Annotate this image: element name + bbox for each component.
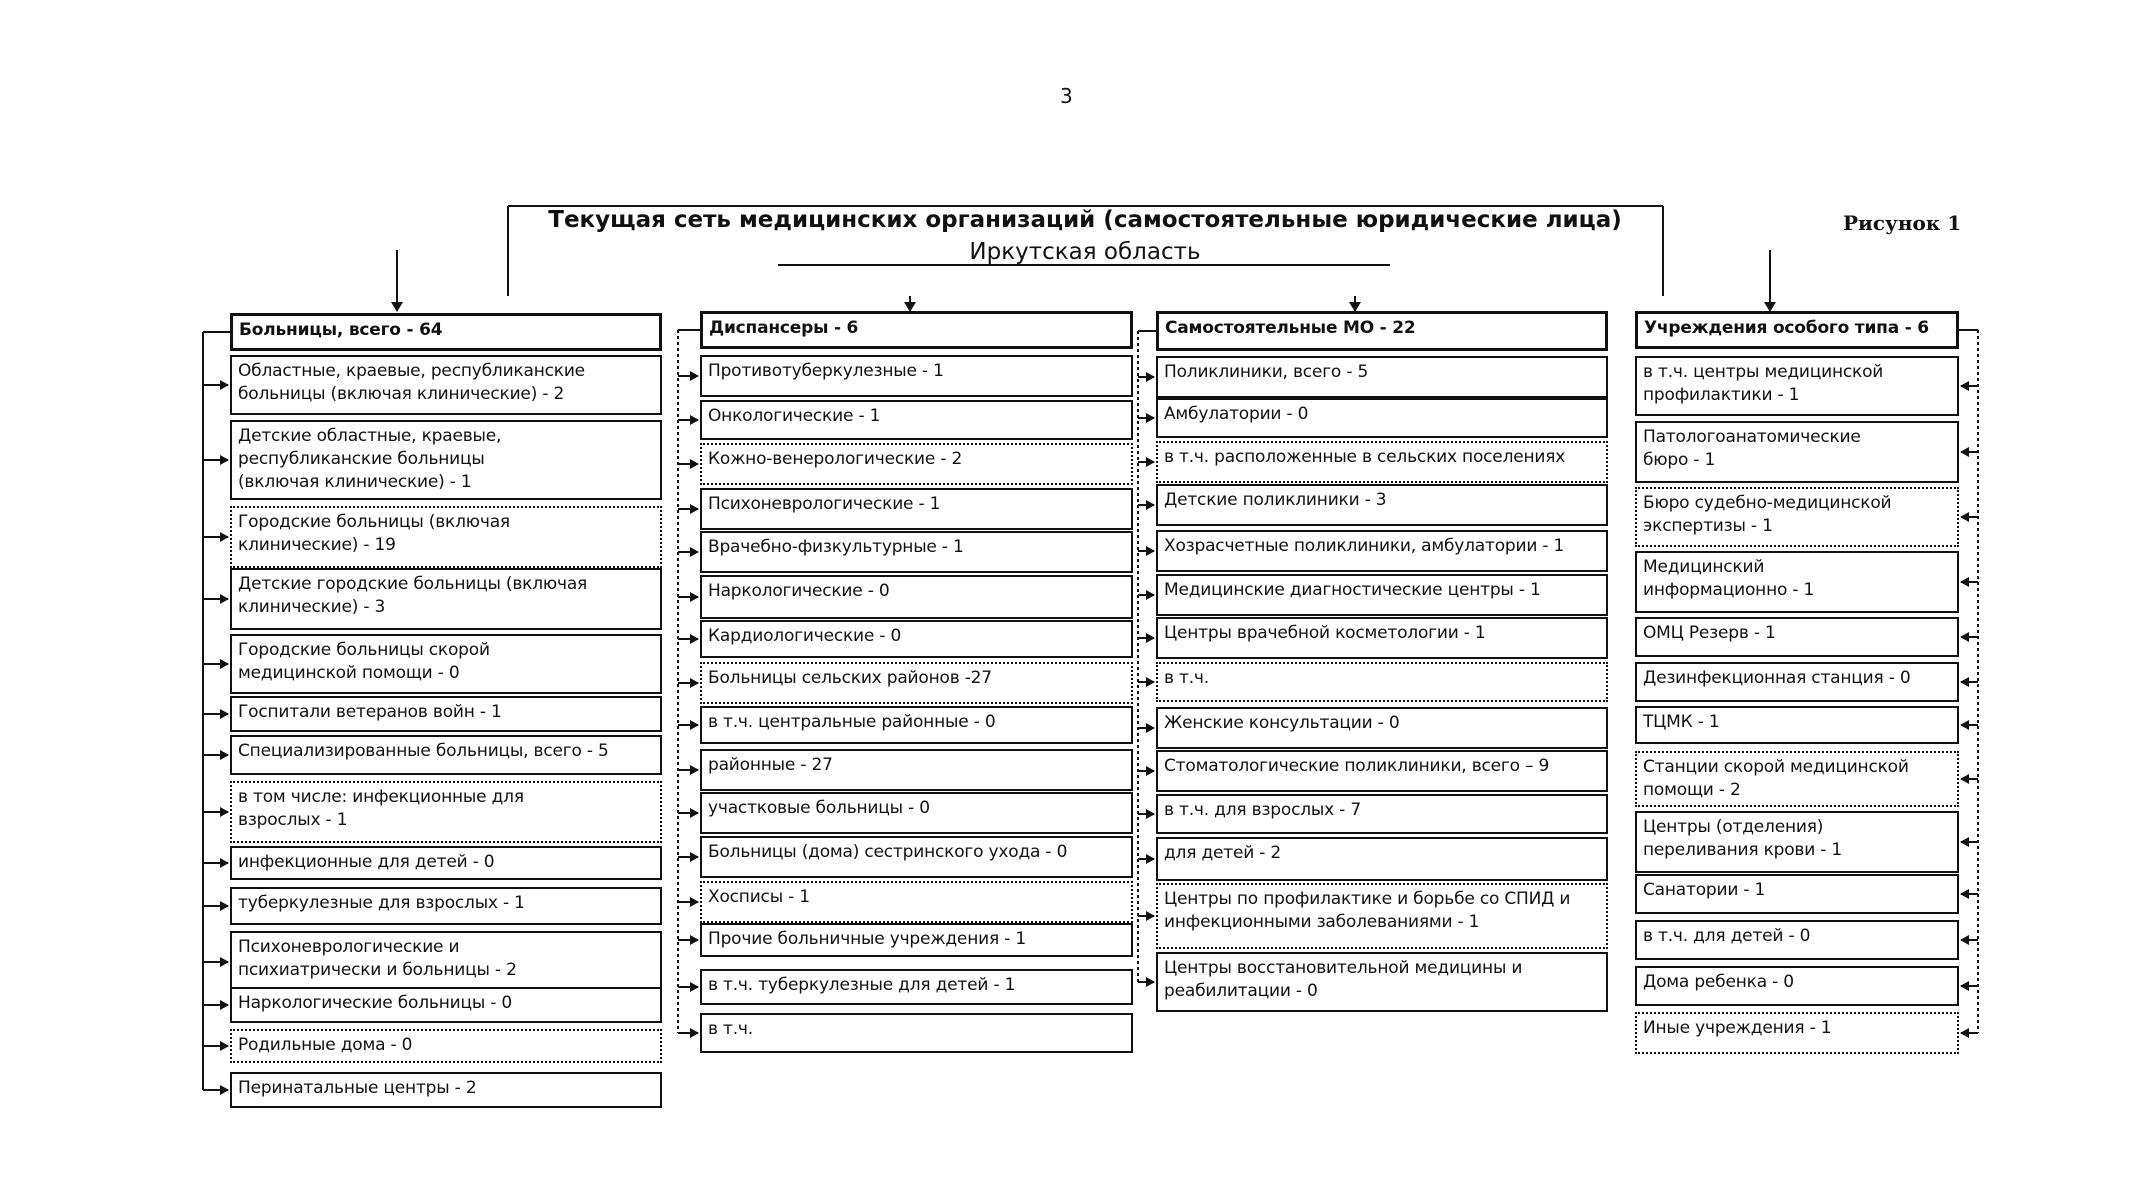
category-box-hospitals (230, 355, 662, 415)
box-label: Городские больницы (включая (238, 512, 510, 532)
category-box-independent (1156, 617, 1608, 659)
category-box-dispensaries (700, 662, 1133, 704)
branch-arrow (690, 634, 699, 644)
branch-arrow (1960, 512, 1969, 522)
category-box-independent (1156, 398, 1608, 438)
category-box-hospitals (230, 735, 662, 775)
category-box-dispensaries (700, 881, 1133, 923)
box-label: помощи - 2 (1643, 780, 1741, 800)
box-label: Наркологические - 0 (708, 581, 890, 601)
box-label: Диспансеры - 6 (709, 318, 859, 338)
box-label: Дома ребенка - 0 (1643, 972, 1794, 992)
box-label: Детские городские больницы (включая (238, 574, 588, 594)
arrow-hospitals-head (391, 302, 403, 312)
category-box-dispensaries (700, 792, 1133, 834)
branch-arrow (220, 750, 229, 760)
category-box-special (1635, 706, 1959, 744)
box-label: туберкулезные для взрослых - 1 (238, 893, 525, 913)
branch-arrow (1960, 837, 1969, 847)
box-label: профилактики - 1 (1643, 385, 1800, 405)
category-box-independent (1156, 441, 1608, 483)
branch-arrow (690, 504, 699, 514)
branch-arrow (220, 858, 229, 868)
category-box-special (1635, 966, 1959, 1006)
category-box-hospitals (230, 568, 662, 630)
box-label: в т.ч. центры медицинской (1643, 362, 1884, 382)
category-box-hospitals (230, 634, 662, 694)
branch-arrow (220, 1085, 229, 1095)
category-box-special (1635, 487, 1959, 547)
branch-arrow (220, 957, 229, 967)
box-label: Детские областные, краевые, (238, 426, 502, 446)
branch-arrow (1146, 546, 1155, 556)
category-box-dispensaries (700, 488, 1133, 530)
box-label: Поликлиники, всего - 5 (1164, 362, 1369, 382)
box-label: бюро - 1 (1643, 450, 1716, 470)
box-label: в том числе: инфекционные для (238, 787, 524, 807)
box-label: ТЦМК - 1 (1643, 712, 1720, 732)
box-label: Областные, краевые, республиканские (238, 361, 585, 381)
branch-arrow (1960, 632, 1969, 642)
branch-arrow (690, 1028, 699, 1038)
branch-arrow (690, 935, 699, 945)
category-box-hospitals (230, 781, 662, 843)
branch-arrow (1146, 977, 1155, 987)
branch-arrow (220, 380, 229, 390)
category-box-hospitals (230, 987, 662, 1023)
branch-arrow (220, 659, 229, 669)
branch-arrow (220, 1041, 229, 1051)
category-header-independent (1156, 311, 1608, 351)
branch-arrow (1146, 633, 1155, 643)
box-label: Больницы сельских районов -27 (708, 668, 992, 688)
box-label: Дезинфекционная станция - 0 (1643, 668, 1911, 688)
chart-subtitle: Иркутская область (969, 239, 1201, 265)
box-label: Патологоанатомические (1643, 427, 1861, 447)
box-label: Центры восстановительной медицины и (1164, 958, 1523, 978)
branch-arrow (1146, 372, 1155, 382)
category-box-dispensaries (700, 355, 1133, 397)
category-box-special (1635, 551, 1959, 613)
box-label: Детские поликлиники - 3 (1164, 490, 1387, 510)
category-box-dispensaries (700, 923, 1133, 957)
box-label: инфекционными заболеваниями - 1 (1164, 912, 1480, 932)
branch-arrow (1960, 774, 1969, 784)
box-label: Медицинские диагностические центры - 1 (1164, 580, 1541, 600)
category-box-dispensaries (700, 575, 1133, 619)
box-label: Бюро судебно-медицинской (1643, 493, 1892, 513)
category-box-hospitals (230, 506, 662, 568)
branch-arrow (220, 455, 229, 465)
branch-arrow (690, 852, 699, 862)
branch-arrow (690, 982, 699, 992)
box-label: Госпитали ветеранов войн - 1 (238, 702, 502, 722)
box-label: Санатории - 1 (1643, 880, 1766, 900)
category-header-special (1635, 311, 1959, 349)
category-box-independent (1156, 750, 1608, 792)
box-label: районные - 27 (708, 755, 833, 775)
branch-arrow (690, 415, 699, 425)
category-box-special (1635, 356, 1959, 416)
category-box-hospitals (230, 931, 662, 993)
box-label: Кожно-венерологические - 2 (708, 449, 963, 469)
box-label: Центры по профилактике и борьбе со СПИД и (1164, 889, 1571, 909)
box-label: в т.ч. (1164, 668, 1209, 688)
branch-arrow (1960, 577, 1969, 587)
branch-arrow (1146, 911, 1155, 921)
category-box-special (1635, 1012, 1959, 1054)
box-label: Перинатальные центры - 2 (238, 1078, 477, 1098)
category-box-hospitals (230, 1072, 662, 1108)
box-label: (включая клинические) - 1 (238, 472, 472, 492)
category-box-hospitals (230, 420, 662, 500)
branch-arrow (690, 547, 699, 557)
box-label: в т.ч. центральные районные - 0 (708, 712, 996, 732)
category-box-independent (1156, 952, 1608, 1012)
box-label: клинические) - 19 (238, 535, 396, 555)
box-label: участковые больницы - 0 (708, 798, 930, 818)
branch-arrow (1146, 457, 1155, 467)
box-label: Больницы, всего - 64 (239, 320, 443, 340)
box-label: в т.ч. для взрослых - 7 (1164, 800, 1361, 820)
category-box-hospitals (230, 1029, 662, 1063)
box-label: инфекционные для детей - 0 (238, 852, 495, 872)
category-box-dispensaries (700, 620, 1133, 658)
branch-arrow (220, 594, 229, 604)
box-label: для детей - 2 (1164, 843, 1282, 863)
box-label: взрослых - 1 (238, 810, 348, 830)
box-label: Хосписы - 1 (708, 887, 810, 907)
branch-arrow (1960, 1028, 1969, 1038)
branch-arrow (1146, 809, 1155, 819)
box-label: Самостоятельные МО - 22 (1165, 318, 1416, 338)
category-box-dispensaries (700, 749, 1133, 791)
box-label: в т.ч. для детей - 0 (1643, 926, 1811, 946)
branch-arrow (690, 808, 699, 818)
category-box-independent (1156, 794, 1608, 834)
branch-arrow (1146, 677, 1155, 687)
category-box-independent (1156, 484, 1608, 526)
branch-arrow (1960, 447, 1969, 457)
box-label: Городские больницы скорой (238, 640, 490, 660)
category-box-independent (1156, 356, 1608, 398)
box-label: Наркологические больницы - 0 (238, 993, 513, 1013)
branch-arrow (220, 1000, 229, 1010)
category-header-dispensaries (700, 311, 1133, 349)
box-label: Амбулатории - 0 (1164, 404, 1309, 424)
box-label: Онкологические - 1 (708, 406, 881, 426)
branch-arrow (690, 765, 699, 775)
box-label: республиканские больницы (238, 449, 485, 469)
category-box-hospitals (230, 887, 662, 925)
box-label: Станции скорой медицинской (1643, 757, 1909, 777)
category-box-special (1635, 920, 1959, 960)
box-label: ОМЦ Резерв - 1 (1643, 623, 1776, 643)
box-label: Медицинский (1643, 557, 1765, 577)
category-box-independent (1156, 883, 1608, 949)
branch-arrow (1960, 381, 1969, 391)
category-box-dispensaries (700, 443, 1133, 485)
branch-arrow (690, 720, 699, 730)
chart-title: Текущая сеть медицинских организаций (самостоятельные юридические лица) (548, 207, 1622, 233)
box-label: Центры (отделения) (1643, 817, 1824, 837)
branch-arrow (690, 897, 699, 907)
branch-arrow (690, 371, 699, 381)
branch-arrow (1146, 590, 1155, 600)
category-box-dispensaries (700, 836, 1133, 878)
box-label: Иные учреждения - 1 (1643, 1018, 1832, 1038)
box-label: Стоматологические поликлиники, всего – 9 (1164, 756, 1550, 776)
box-label: Хозрасчетные поликлиники, амбулатории - 1 (1164, 536, 1565, 556)
box-label: реабилитации - 0 (1164, 981, 1318, 1001)
branch-arrow (220, 532, 229, 542)
box-label: Противотуберкулезные - 1 (708, 361, 944, 381)
category-header-hospitals (230, 313, 662, 351)
branch-arrow (1146, 854, 1155, 864)
branch-arrow (690, 459, 699, 469)
category-box-dispensaries (700, 706, 1133, 744)
category-box-independent (1156, 574, 1608, 616)
branch-arrow (1960, 720, 1969, 730)
category-box-hospitals (230, 696, 662, 732)
box-label: Центры врачебной косметологии - 1 (1164, 623, 1486, 643)
box-label: в т.ч. (708, 1019, 753, 1039)
box-label: Психоневрологические и (238, 937, 460, 957)
category-box-special (1635, 617, 1959, 657)
box-label: Психоневрологические - 1 (708, 494, 941, 514)
box-label: Кардиологические - 0 (708, 626, 902, 646)
branch-arrow (1146, 723, 1155, 733)
box-label: Врачебно-физкультурные - 1 (708, 537, 964, 557)
branch-arrow (1146, 766, 1155, 776)
box-label: информационно - 1 (1643, 580, 1815, 600)
box-label: Учреждения особого типа - 6 (1644, 318, 1929, 338)
category-box-independent (1156, 707, 1608, 749)
category-box-independent (1156, 837, 1608, 881)
category-box-hospitals (230, 846, 662, 880)
category-box-special (1635, 751, 1959, 807)
box-label: медицинской помощи - 0 (238, 663, 460, 683)
branch-arrow (1146, 413, 1155, 423)
branch-arrow (690, 592, 699, 602)
branch-arrow (1960, 981, 1969, 991)
box-label: Женские консультации - 0 (1164, 713, 1400, 733)
box-label: Специализированные больницы, всего - 5 (238, 741, 609, 761)
category-box-special (1635, 421, 1959, 483)
category-box-dispensaries (700, 1013, 1133, 1053)
category-box-dispensaries (700, 531, 1133, 573)
category-box-dispensaries (700, 969, 1133, 1005)
box-label: в т.ч. расположенные в сельских поселениях (1164, 447, 1566, 467)
branch-arrow (1960, 889, 1969, 899)
branch-arrow (1146, 500, 1155, 510)
box-label: Больницы (дома) сестринского ухода - 0 (708, 842, 1068, 862)
box-label: Прочие больничные учреждения - 1 (708, 929, 1026, 949)
branch-arrow (220, 901, 229, 911)
branch-arrow (690, 678, 699, 688)
figure-label: Рисунок 1 (1843, 211, 1962, 235)
category-box-special (1635, 874, 1959, 914)
category-box-dispensaries (700, 400, 1133, 440)
box-label: экспертизы - 1 (1643, 516, 1773, 536)
box-label: больницы (включая клинические) - 2 (238, 384, 565, 404)
category-box-special (1635, 662, 1959, 702)
branch-arrow (1960, 935, 1969, 945)
box-label: переливания крови - 1 (1643, 840, 1843, 860)
category-box-independent (1156, 662, 1608, 702)
category-box-independent (1156, 530, 1608, 572)
page-number: 3 (1060, 84, 1073, 108)
box-label: Родильные дома - 0 (238, 1035, 413, 1055)
box-label: психиатрически и больницы - 2 (238, 960, 517, 980)
branch-arrow (220, 807, 229, 817)
box-label: клинические) - 3 (238, 597, 386, 617)
category-box-special (1635, 811, 1959, 873)
branch-arrow (1960, 677, 1969, 687)
branch-arrow (220, 709, 229, 719)
box-label: в т.ч. туберкулезные для детей - 1 (708, 975, 1016, 995)
